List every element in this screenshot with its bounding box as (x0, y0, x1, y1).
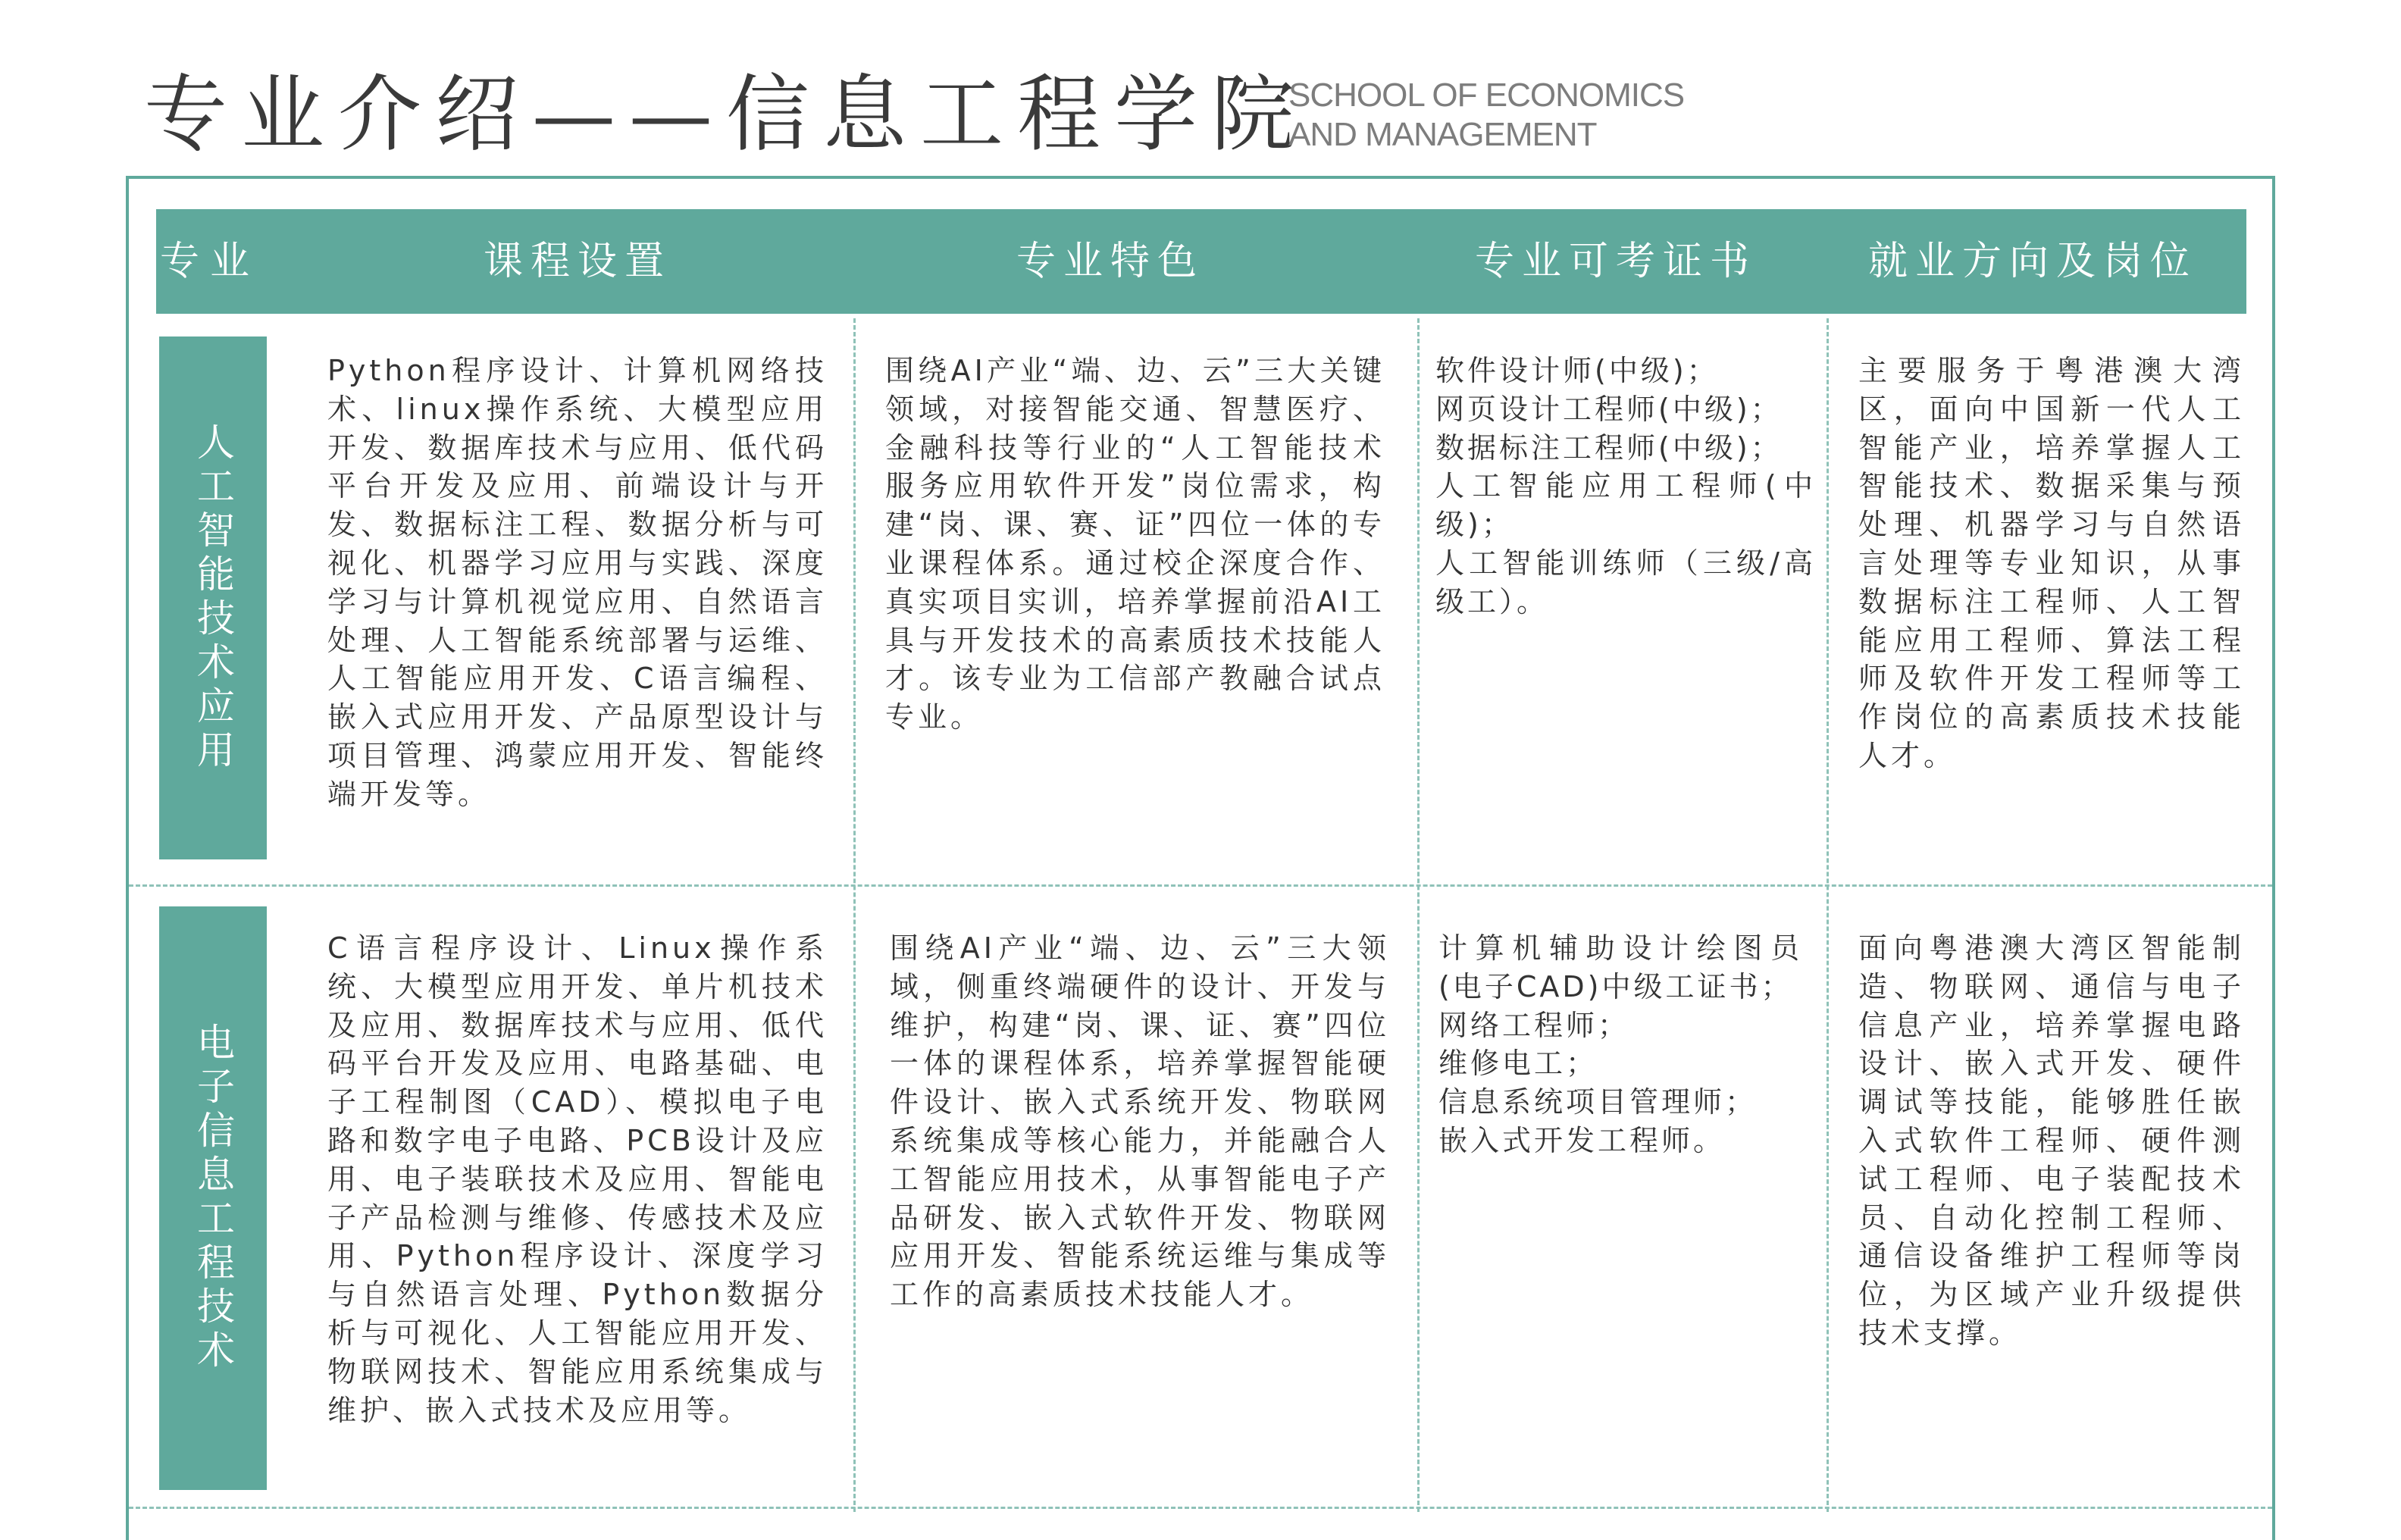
row-divider (129, 884, 2272, 887)
ai-features: 围绕AI产业“端、边、云”三大关键领域，对接智能交通、智慧医疗、金融科技等行业的“人工智能技术服务应用软件开发”岗位需求，构建“岗、课、赛、证”四位一体的专业课程体系。通过校企深度合作、真实项目实训，培养掌握前沿AI工具与开发技术的高素质技术技能人才。该专业为工信部产教融合试点专业。 (885, 354, 1385, 734)
header-major: 专业 (159, 239, 260, 284)
row-label-ee (159, 906, 267, 1490)
row-label-ai (159, 336, 267, 859)
ai-courses: Python程序设计、计算机网络技术、linux操作系统、大模型应用开发、数据库技术与应用、低代码平台开发及应用、前端设计与开发、数据标注工程、数据分析与可视化、机器学习应用与实践、深度学习与计算机视觉应用、自然语言处理、人工智能系统部署与运维、人工智能应用开发、C语言编程、嵌入式应用开发、产品原型设计与项目管理、鸿蒙应用开发、智能终端开发等。 (327, 354, 828, 811)
ee-courses: C语言程序设计、Linux操作系统、大模型应用开发、单片机技术及应用、数据库技术与应用、低代码平台开发及应用、电路基础、电子工程制图（CAD）、模拟电子电路和数字电子电路、PCB设计及应用、电子装联技术及应用、智能电子产品检测与维修、传感技术及应用、Python程序设计、深度学习与自然语言处理、Python数据分析与可视化、人工智能应用开发、物联网技术、智能应用系统集成与维护、嵌入式技术及应用等。 (327, 931, 828, 1427)
ai-careers: 主要服务于粤港澳大湾区，面向中国新一代人工智能产业，培养掌握人工智能技术、数据采集与预处理、机器学习与自然语言处理等专业知识，从事数据标注工程师、人工智能应用工程师、算法工程师及软件开发工程师等工作岗位的高素质技术技能人才。 (1858, 354, 2245, 772)
header-certificates: 专业可考证书 (1474, 239, 1757, 284)
ee-features: 围绕AI产业“端、边、云”三大领域，侧重终端硬件的设计、开发与维护，构建“岗、课、证、赛”四位一体的课程体系，培养掌握智能硬件设计、嵌入式系统开发、物联网系统集成等核心能力，并能融合人工智能应用技术，从事智能电子产品研发、嵌入式软件开发、物联网应用开发、智能系统运维与集成等工作的高素质技术技能人才。 (890, 931, 1390, 1312)
ee-careers: 面向粤港澳大湾区智能制造、物联网、通信与电子信息产业，培养掌握电路设计、嵌入式开发、硬件调试等技能，能够胜任嵌入式软件工程师、硬件测试工程师、电子装配技术员、自动化控制工程师、通信设备维护工程师等岗位，为区域产业升级提供技术支撑。 (1858, 931, 2245, 1350)
english-subtitle-line-1: SCHOOL OF ECONOMICS (1288, 77, 1685, 114)
english-subtitle (1288, 76, 1684, 155)
ai-certificates: 软件设计师(中级)； 网页设计工程师(中级)； 数据标注工程师(中级)； 人工智能应用工程师(中级)； 人工智能训练师（三级/高级工）。 (1435, 354, 1816, 618)
header-careers: 就业方向及岗位 (1867, 239, 2197, 284)
row-label-ee-text: 电子信息工程技术 (191, 1022, 235, 1374)
header-courses: 课程设置 (483, 239, 671, 284)
ee-certificates: 计算机辅助设计绘图员(电子CAD)中级工证书； 网络工程师； 维修电工； 信息系统项目管理师； 嵌入式开发工程师。 (1438, 931, 1802, 1157)
table-header (156, 209, 2246, 314)
header-features: 专业特色 (1016, 239, 1204, 284)
column-divider-2 (1417, 318, 1420, 1512)
page-title: 专业介绍——信息工程学院 (144, 66, 1308, 163)
row-divider-bottom (129, 1507, 2272, 1509)
column-divider-3 (1827, 318, 1829, 1512)
english-subtitle-line-2: AND MANAGEMENT (1288, 116, 1597, 153)
row-label-ai-text: 人工智能技术应用 (191, 422, 235, 774)
column-divider-1 (853, 318, 856, 1512)
